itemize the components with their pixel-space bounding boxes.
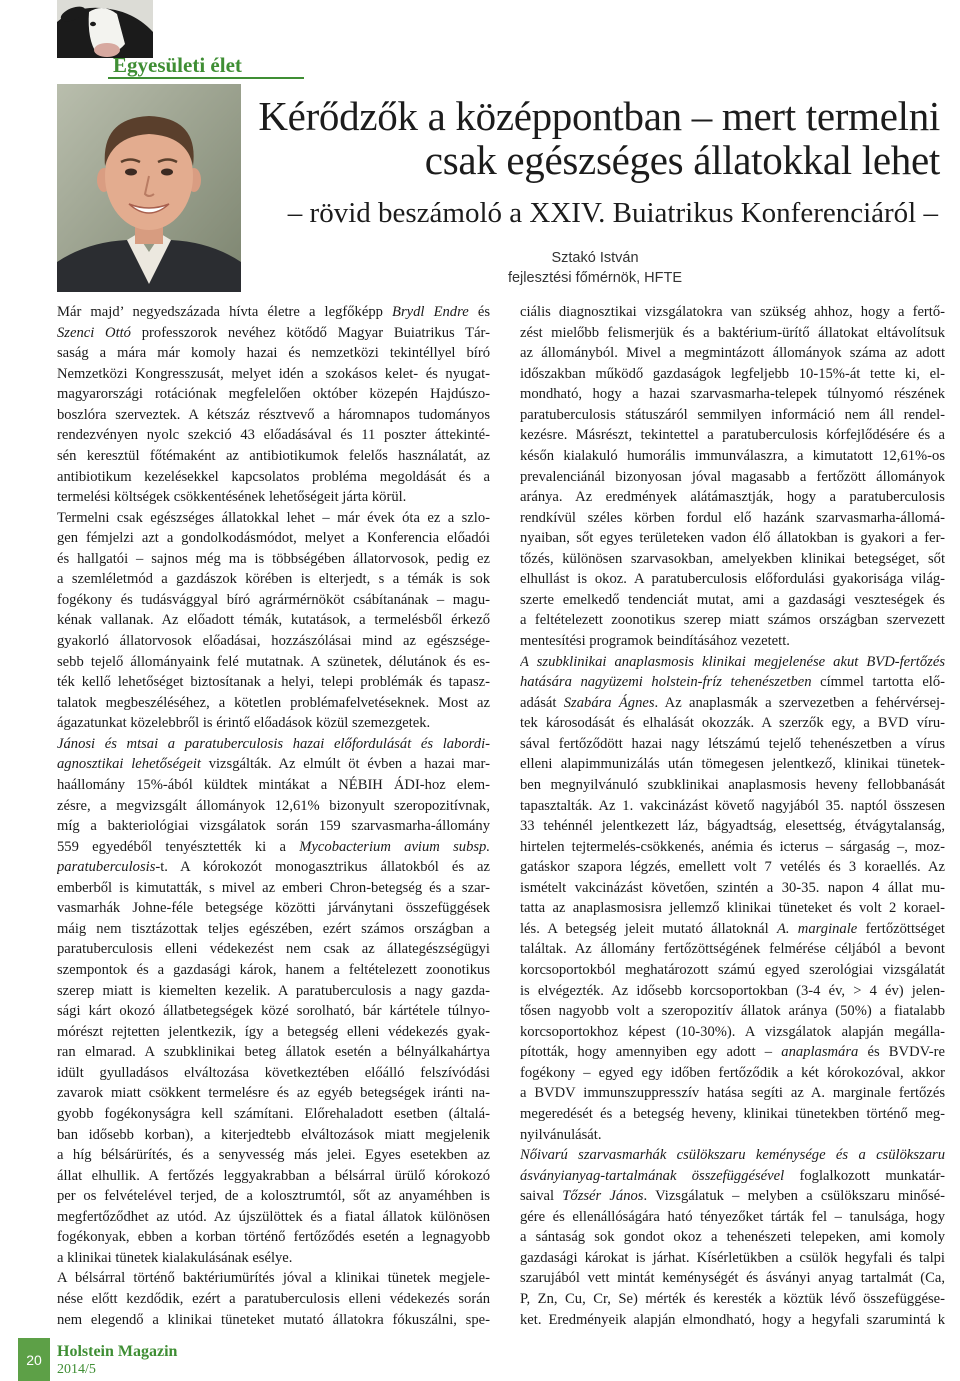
text-run: zavarok miatt csökkent termelésre és az egyéb betegségek iránti na-: [57, 1085, 490, 1102]
italic-text-run: Brydl Endre: [392, 304, 469, 320]
author-role: fejlesztési főmérnök, HFTE: [507, 270, 683, 286]
text-line: [57, 610, 490, 631]
text-run: Termelni csak egészséges állatokkal lehet – már évek óta ez a szlo-: [57, 509, 490, 526]
text-run: sági kárt okozó állatbetegségek közé sorolható, bár kártétele túlnyo-: [57, 1003, 490, 1020]
text-run: kénak vallanak. Az előadott témák, kutatások, a termelésből érkező: [57, 612, 490, 629]
italic-text-run: paratuberculosis: [57, 859, 156, 876]
italic-text-run: hatására nagyüzemi holstein-fríz tehenészetben: [520, 674, 812, 691]
text-line: [57, 754, 490, 775]
text-run: nése előtt kezdődik, ezért a paratuberculosis elleni védekezés során: [57, 1291, 490, 1307]
text-line: [57, 652, 490, 673]
text-run: szerte emelkedő tendenciát mutat, ami a gazdasági veszteségek és: [520, 591, 945, 608]
text-line: [57, 364, 490, 385]
text-run: gen fémjelzi azt a gondolkodásmódot, melyet a Konferencia előadói: [57, 530, 490, 547]
text-run: vizsgálták. Az elmúlt öt évben a hazai mar-: [200, 756, 490, 773]
text-line: [57, 713, 490, 734]
text-run: állat elhullik. A fertőzés leggyakrabban a bélsárral ürülő kórokozó: [57, 1167, 490, 1184]
text-line: [520, 1083, 945, 1104]
text-line: [57, 1186, 490, 1207]
text-line: [520, 1227, 945, 1248]
italic-text-run: Mycobacterium avium subsp.: [299, 838, 490, 855]
section-label: Egyesületi élet: [108, 52, 304, 79]
text-run: Nemzetközi Kongresszusát, melyet idén a szokásos kelet- és nyugat-: [57, 365, 490, 382]
text-run: a BVDV immunszuppresszív hatása segíti az A. marginale fertőzés: [520, 1085, 945, 1102]
text-run: A bélsárral történő baktériumürítés jóval a klinikai tünetek megjele-: [57, 1270, 490, 1287]
text-line: [520, 960, 945, 981]
text-line: [520, 569, 945, 590]
text-line: [57, 1063, 490, 1084]
text-line: [57, 1042, 490, 1063]
text-run: mondható, hogy a hazai szarvasmarha-telepek túlnyomó részének: [520, 386, 945, 403]
text-run: paratuberculosis státuszáról semmilyen információ nem áll rendel-: [520, 406, 945, 423]
text-run: korcsoportokhoz képest (10-30%). A vizsgálatok alapján megálla-: [520, 1023, 945, 1040]
text-line: [520, 816, 945, 837]
text-line: [57, 1104, 490, 1125]
text-line: [57, 569, 490, 590]
text-run: ban idősebb korban), a kiterjedtebb elváltozások miatt megjelenik: [57, 1126, 490, 1143]
text-line: [57, 549, 490, 570]
text-line: [520, 302, 945, 323]
text-run: címmel tartotta elő-: [811, 674, 945, 691]
text-run: ket. Eredményeik alapján elmondható, hogy a hegyfali szarumintá k: [520, 1311, 945, 1328]
text-line: [57, 734, 490, 755]
text-line: [57, 693, 490, 714]
paragraph: [57, 302, 490, 508]
italic-text-run: ásványianyag-tartalmának összefüggésével: [520, 1167, 785, 1184]
text-line: [57, 343, 490, 364]
text-line: [57, 1268, 490, 1289]
text-line: [57, 796, 490, 817]
paragraph: [57, 1268, 490, 1330]
text-line: [520, 487, 945, 508]
text-line: [57, 898, 490, 919]
text-line: [520, 343, 945, 364]
text-line: [57, 1022, 490, 1043]
text-line: [57, 1125, 490, 1146]
text-line: [57, 672, 490, 693]
page-number: 20: [18, 1338, 50, 1381]
text-line: [520, 693, 945, 714]
text-line: [57, 323, 490, 344]
text-run: a klinikai tünetek kialakulásának esélye.: [57, 1249, 293, 1266]
text-run: míg a bakteriológiai vizsgálatok során 159 szarvasmarha-állomány: [57, 818, 490, 835]
text-run: professzorok nevéhez kötődő Magyar Buiatrikus Tár-: [130, 324, 490, 341]
text-line: [57, 919, 490, 940]
text-line: [520, 775, 945, 796]
text-line: [57, 1001, 490, 1022]
text-line: [57, 1083, 490, 1104]
text-run: szarujából vett mintát keménységét és ásványi anyag tartalmát (Ca,: [520, 1270, 945, 1287]
text-run: szempontok és a gazdasági károk, hanem a feltételezett zoonotikus: [57, 962, 490, 978]
text-run: ték kellő lehetőséget biztosítanak a helyi, telepi problémák és tapasz-: [57, 674, 490, 691]
text-line: [520, 652, 945, 673]
text-run: haállomány 15%-ából küldtek mintákat a NÉBIH ÁDI-hoz elem-: [57, 776, 490, 793]
text-run: megeredését és a betegség heveny, klinikai tünetekben történő meg-: [520, 1105, 945, 1122]
text-line: [57, 446, 490, 467]
text-line: [520, 734, 945, 755]
text-run: prevalenciánál bizonyosan jóval magasabb a fertőzött állományok: [520, 468, 945, 485]
text-run: termelési költségek csökkentésének lehetőségeit járta körül.: [57, 489, 407, 506]
text-run: gyakorló állatorvosok előadásai, hozzászólásai mind az egészsége-: [57, 633, 490, 649]
text-run: talatok megbeszéléséhez, a kötetlen problémafelvetéseknek. Most az: [57, 694, 490, 711]
text-line: [57, 631, 490, 652]
text-run: per os felvételével terjed, de a kolosztrumtól, sőt az anyaméhben is: [57, 1188, 490, 1205]
text-run: pították, hogy amennyiben egy adott –: [520, 1044, 782, 1061]
text-line: [520, 323, 945, 344]
text-run: sával fertőződött hazai nagy létszámú tejelő tehenészetben a vírus: [520, 735, 945, 752]
text-run: találtak. Az állomány fertőzöttségének felmérése céljából a bevont: [520, 941, 945, 958]
text-run: ismételt vakcinázást követően, szintén a 30-35. napon 4 állat mu-: [520, 879, 945, 896]
text-line: [520, 508, 945, 529]
text-run: megfertőződhet az utód. Az újszülöttek és a fiatal állatok különösen: [57, 1208, 490, 1225]
article-subtitle: – rövid beszámoló a XXIV. Buiatrikus Konferenciáról –: [287, 197, 938, 229]
italic-text-run: Szenci Ottó: [57, 324, 131, 341]
text-line: [57, 384, 490, 405]
text-line: [520, 549, 945, 570]
text-line: [520, 981, 945, 1002]
text-run: szerep miatt is kiemelten kezelik. A paratuberculosis a nagy gazda-: [57, 982, 490, 999]
author-photo: [57, 84, 241, 292]
text-line: [57, 1207, 490, 1228]
text-run: is elvégezték. Az idősebb korcsoportokban (3-4 év, > 4 év) jelen-: [520, 982, 945, 999]
text-run: tőzés, különösen szarvasokban, amelyekben klinikai betegséget, sőt: [520, 550, 945, 567]
text-line: [57, 405, 490, 426]
text-line: [520, 1104, 945, 1125]
text-run: ciális diagnosztikai vizsgálatokra van szükség ahhoz, hogy a fertő-: [520, 304, 945, 320]
text-line: [520, 364, 945, 385]
text-run: mentesítési programok beindításához vezetett.: [520, 633, 790, 649]
text-line: [520, 610, 945, 631]
text-run: sén keresztül főtémaként az antibiotikumok felelős használatát, az: [57, 447, 490, 464]
italic-text-run: A szubklinikai anaplasmosis klinikai megjelenése akut BVD-fertőzés: [520, 653, 945, 670]
text-line: [520, 528, 945, 549]
italic-text-run: Szabára Ágnes: [563, 694, 655, 711]
text-run: fogékonyak, ebben a korban történő fertőződés esetén a legnagyobb: [57, 1229, 490, 1246]
paragraph: [520, 1145, 945, 1330]
text-run: ágazatunkat közelebbről is érintő előadások közül szemezgetek.: [57, 715, 431, 732]
text-line: [57, 302, 490, 323]
text-line: [520, 919, 945, 940]
text-run: . Vizsgálatuk – melyben a csülökszaru minősé-: [643, 1188, 945, 1205]
text-run: és hallgatói – sajnos még ma is többségében állatorvosok, pedig ez: [57, 550, 490, 567]
text-line: [57, 1289, 490, 1310]
text-run: -t. A kórokozót monogasztrikus állatokból és az: [155, 859, 490, 876]
italic-text-run: Jánosi és mtsai a paratuberculosis hazai előfordulását és labordi-: [57, 735, 490, 752]
text-run: magyarországi rotációnak megfelelően október közepén Hajdúszo-: [57, 386, 490, 403]
text-line: [520, 1268, 945, 1289]
text-run: a sántaság sok gondot okoz a tehenészeti telepeken, ami komoly: [520, 1229, 945, 1246]
text-line: [520, 1125, 945, 1146]
text-run: időszakban működő gazdaságok legfeljebb 10-15%-át tette ki, el-: [520, 365, 945, 382]
text-run: a feltételezett zoonotikus szerep miatt számos országban szervezett: [520, 612, 945, 629]
paragraph: [57, 508, 490, 734]
text-line: [57, 878, 490, 899]
text-run: nem elegendő a klinikai tüneteket mutató állatokra fókuszálni, spe-: [57, 1311, 490, 1328]
italic-text-run: Tőzsér János: [562, 1188, 644, 1205]
text-run: tatta az anaplasmosisra jellemző klinikai tüneteket és volt 2 korael-: [520, 900, 945, 917]
text-run: rendkívül széles körben fordul elő hazánk szarvasmarha-állomá-: [520, 509, 945, 526]
text-line: [520, 1166, 945, 1187]
text-line: [520, 631, 945, 652]
text-run: idült gyulladásos elváltozása következtében előálló felszívódási: [57, 1064, 490, 1081]
text-run: sebb tejelő állományaink felé mutatnak. A szünetek, délutánok és es-: [57, 653, 490, 670]
text-run: aránya. Az eredmények alátámasztják, hogy a paratuberculosis: [520, 489, 945, 506]
text-line: [520, 796, 945, 817]
text-run: saival: [520, 1188, 563, 1205]
text-run: fogékony és tudásvággyal bíró agrármérnököt csábítanának – magu-: [57, 591, 490, 608]
text-run: korcsoportokból meghatározott számú egyed szerológiai vizsgálatát: [520, 962, 945, 978]
italic-text-run: anaplasmára: [781, 1044, 859, 1061]
text-line: [520, 672, 945, 693]
text-run: a szemléletmód a gazdászok körében is elterjedt, s a témák is sok: [57, 571, 490, 588]
text-line: [520, 1001, 945, 1022]
italic-text-run: A. marginale: [776, 920, 858, 937]
text-run: emberből is kimutatták, s mivel az emberi Chron-betegség és a szar-: [57, 879, 490, 896]
text-run: fogékony – egyed egy időben fertőződik a két kórokozóval, akkor: [520, 1064, 945, 1081]
article-title-line-2: csak egészséges állatokkal lehet: [424, 137, 940, 183]
text-line: [520, 590, 945, 611]
text-line: [57, 960, 490, 981]
text-line: [57, 1248, 490, 1269]
text-line: [57, 1310, 490, 1331]
text-run: mórészt rejtetten jelentkezik, így a betegség elleni védekezés gyak-: [57, 1023, 490, 1040]
text-line: [57, 508, 490, 529]
article-column-right: [520, 302, 945, 1330]
text-line: [57, 857, 490, 878]
text-run: elleni alapimmunizálás után tömegesen jelentkező, klinikai tünetek-: [520, 756, 945, 773]
text-line: [520, 939, 945, 960]
magazine-name: Holstein Magazin: [57, 1343, 178, 1360]
text-line: [57, 467, 490, 488]
text-run: lés. A betegség jeleit mutató állatoknál: [520, 920, 777, 937]
text-line: [520, 1310, 945, 1331]
cow-logo-image: [57, 0, 153, 58]
article-title-line-1: Kérődzők a középpontban – mert termelni: [258, 93, 940, 139]
magazine-issue: 2014/5: [57, 1362, 96, 1377]
text-run: saság a mára már komoly hazai és nemzetközi tekintéllyel bíró: [57, 345, 490, 362]
italic-text-run: Nőivarú szarvasmarhák csülökszaru keménysége és a csülökszaru: [520, 1147, 945, 1164]
text-line: [57, 487, 490, 508]
text-run: boszlóra szerveztek. A kétszáz résztvevő a háromnapos tudományos: [57, 406, 490, 423]
text-run: vasmarhák Johne-féle betegsége közötti járványtani összefüggések: [57, 900, 490, 917]
text-run: és: [468, 304, 490, 320]
text-line: [57, 528, 490, 549]
text-run: 559 egyedéből tenyésztették ki a: [57, 838, 300, 855]
text-line: [520, 713, 945, 734]
text-line: [520, 1289, 945, 1310]
text-line: [57, 939, 490, 960]
text-line: [520, 1145, 945, 1166]
text-line: [57, 1145, 490, 1166]
text-line: [520, 425, 945, 446]
text-run: gyobb fogékonyságra kell számítani. Előrehaladott esetben (általá-: [57, 1105, 490, 1122]
text-run: elhullást is okoz. A paratuberculosis előfordulási gyakorisága világ-: [520, 571, 945, 588]
author-block: [440, 248, 750, 288]
text-run: zést mielőbb felismerjük és a baktérium-ürítő állatokat eltávolítsuk: [520, 324, 945, 341]
text-line: [520, 1186, 945, 1207]
text-line: [57, 1166, 490, 1187]
paragraph: [520, 652, 945, 1146]
text-run: 33 tehénnél jelentkezett láz, bágyadtság, elesettség, étvágytalanság,: [520, 818, 945, 835]
text-run: . Az anaplasmák a szervezetben a fehérvérsej-: [654, 694, 945, 711]
text-run: ran elmarad. A szubklinikai beteg állatok esetén a bélnyálkahártya: [57, 1044, 490, 1061]
text-run: kezésre. Másrészt, tekintettel a paratuberculosis kórfejlődésére és a: [520, 427, 945, 444]
text-line: [520, 446, 945, 467]
paragraph: [520, 302, 945, 652]
text-line: [520, 1022, 945, 1043]
text-run: gazdasági károkat is járhat. Kísérletükben a csülök hegyfali és talpi: [520, 1249, 945, 1266]
text-line: [520, 467, 945, 488]
text-run: fertőzöttséget: [857, 920, 945, 937]
text-run: adását: [520, 694, 564, 711]
text-run: nyaiban, sőt egyes területeken vadon élő állatokban is gyakori a fer-: [520, 530, 945, 547]
text-line: [57, 1227, 490, 1248]
text-line: [57, 816, 490, 837]
text-line: [520, 1248, 945, 1269]
text-line: [520, 754, 945, 775]
text-run: Már majd’ negyedszázada hívta életre a legfőképp: [57, 304, 393, 320]
text-run: a híg bélsárürítés, és a senyvesség más jelei. Egyes esetekben az: [57, 1147, 490, 1164]
text-run: nyilvánulását.: [520, 1126, 602, 1143]
text-line: [57, 775, 490, 796]
text-line: [57, 981, 490, 1002]
text-line: [520, 384, 945, 405]
text-run: ben megnyilvánuló szubklinikai anaplasmosis heveny fellobbanását: [520, 776, 945, 793]
text-line: [520, 857, 945, 878]
text-line: [520, 1207, 945, 1228]
text-run: tek károsodását és elhalását okozzák. A szerzők egy, a BVD víru-: [520, 715, 945, 732]
text-run: tapasztalták. Az 1. vakcinázást követő nagyjából 35. naptól összesen: [520, 797, 945, 814]
text-run: zésre, a megvizsgált állományok 12,61% bizonyult szeropozitívnak,: [57, 797, 490, 814]
text-line: [520, 898, 945, 919]
text-line: [57, 425, 490, 446]
text-run: antibiotikum kezelésekkel kapcsolatos probléma megoldását és a: [57, 468, 490, 485]
text-line: [57, 590, 490, 611]
text-line: [520, 1063, 945, 1084]
text-run: későn kialakuló humorális immunválaszra, a kimutatott 12,61%-os: [520, 447, 945, 464]
text-run: máig nem tisztázottak teljes egészében, ezért számos országban a: [57, 920, 490, 937]
text-run: paratuberculosis elleni védekezést nem csak az állategészségügyi: [57, 941, 490, 958]
text-line: [57, 837, 490, 858]
text-run: foglalkozott munkatár-: [784, 1167, 945, 1184]
text-run: P, Zn, Cu, Cr, Se) mérték és keresték a köztük lévő összefüggése-: [520, 1291, 945, 1307]
author-name: Sztakó István: [551, 250, 639, 266]
text-run: gére és ellenállóságára ható tényezőket tárták fel – tanulsága, hogy: [520, 1208, 945, 1225]
text-run: rendezvényen nyolc szekció 43 előadásával és 11 poszter áttekinté-: [57, 427, 490, 444]
text-run: tősen nagyobb volt a szeropozitív állatok aránya (50%) a fiatalabb: [520, 1003, 945, 1020]
text-run: hirtelen tejtermelés-csökkenés, anémia és icterus – sárgaság –, moz-: [520, 838, 945, 855]
text-run: az állományból. Mivel a megmintázott állományok száma az adott: [520, 345, 945, 362]
text-line: [520, 1042, 945, 1063]
italic-text-run: agnosztikai lehetőségeit: [57, 756, 201, 773]
text-line: [520, 837, 945, 858]
text-line: [520, 405, 945, 426]
article-column-left: [57, 302, 490, 1330]
text-line: [520, 878, 945, 899]
text-run: gatáskor szapora légzés, emellett volt 7 vetélés és 3 koraellés. Az: [520, 859, 945, 876]
text-run: és BVDV-re: [858, 1044, 945, 1061]
paragraph: [57, 734, 490, 1269]
